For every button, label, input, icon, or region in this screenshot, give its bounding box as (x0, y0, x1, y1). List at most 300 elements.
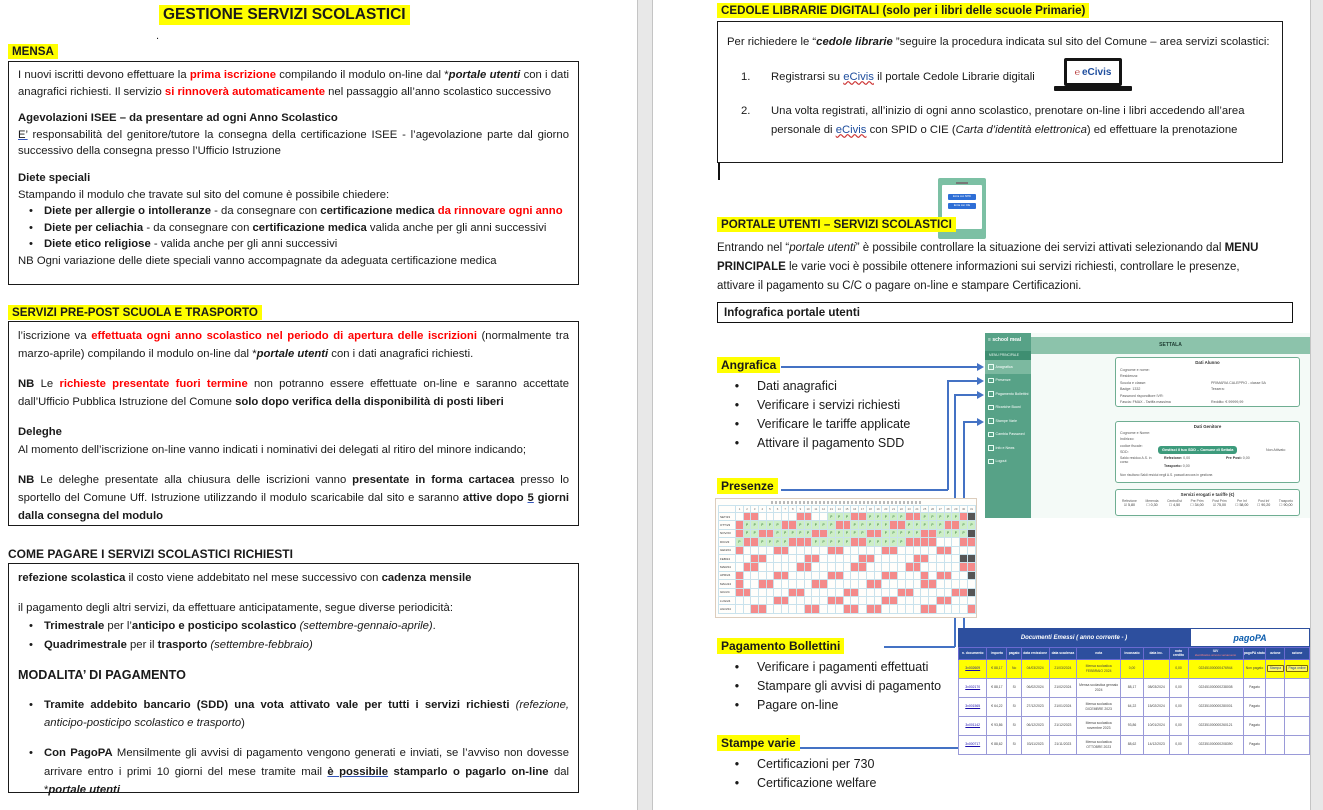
text-segment: giorni dalla consegna del modulo (18, 492, 570, 522)
calendar-day-cell: P (843, 529, 851, 537)
calendar-day-cell: P (827, 513, 835, 521)
portal-menu-item-presenze[interactable] (985, 374, 1031, 388)
calendar-day-cell (851, 513, 859, 521)
calendar-day-cell (913, 571, 921, 579)
pagare-box (8, 563, 579, 796)
refezione-paragraph (18, 569, 569, 587)
calendar-day-cell (751, 605, 759, 613)
label-presenze: Presenze (717, 478, 778, 494)
heading-mensa: MENSA (8, 44, 58, 59)
text-segment: Registrarsi su (771, 70, 844, 83)
calendar-day-cell (936, 546, 944, 554)
alunno-row: Fascia: FMAX - Tariffa massima Reddito: € 99999,99 (1120, 400, 1244, 405)
calendar-day-cell (797, 605, 805, 613)
ecivis-laptop-icon (1064, 58, 1122, 86)
menu-item-label: Stampe Varie (995, 418, 1018, 423)
ecivis-link[interactable]: eCivis (843, 70, 874, 83)
calendar-month-row: AGO/24 (719, 605, 976, 613)
checkbox-icon[interactable]: ☐ (1146, 502, 1151, 507)
calendar-day-cell (759, 596, 767, 604)
calendar-day-cell (736, 580, 744, 588)
calendar-day-cell (905, 571, 913, 579)
calendar-day-cell (890, 605, 898, 613)
text-segment: per il (126, 638, 158, 651)
saldo-label: Saldo residuo A.S. in corso (1120, 456, 1152, 465)
payments-cell: Mensa scolastica OTTOBRE 2023 (1077, 735, 1121, 754)
agevolazioni-paragraph (18, 127, 569, 160)
calendar-day-cell (766, 529, 774, 537)
item-number: 2. (741, 105, 751, 117)
calendar-day-cell: P (897, 513, 905, 521)
calendar-day-cell (835, 580, 843, 588)
text-segment: per l’ (104, 620, 132, 633)
bullet-dot: • (29, 238, 33, 251)
payments-cell: 21/11/2023 (1049, 735, 1077, 754)
calendar-day-cell (882, 596, 890, 604)
calendar-day-cell: P (874, 538, 882, 546)
calendar-day-cell: P (766, 538, 774, 546)
text-segment: Agevolazioni ISEE – da presentare ad ogni Anno Scolastico (18, 112, 338, 125)
saldo-item: Trasporto: 0,00 (1164, 463, 1190, 468)
anagrafica-list (717, 377, 977, 453)
portal-sidebar (985, 333, 1031, 518)
calendar-day-cell (968, 513, 976, 521)
document-link[interactable]: 3x002609 (965, 666, 981, 671)
calendar-day-cell (851, 571, 859, 579)
calendar-day-cell (874, 554, 882, 562)
text-segment: trasporto (157, 638, 208, 651)
dati-genitore-labels (1120, 430, 1150, 456)
calendar-day-cell (743, 513, 751, 521)
checkbox-icon[interactable]: ☐ (1279, 502, 1284, 507)
checkbox-icon[interactable]: ☐ (1235, 502, 1240, 507)
calendar-day-cell (882, 546, 890, 554)
menu-item-icon (988, 391, 994, 397)
calendar-day-header: 26 (929, 506, 937, 513)
calendar-day-cell (882, 571, 890, 579)
calendar-month-row: GIU/24 (719, 588, 976, 596)
text-segment: con i dati anagrafici richiesti. (328, 348, 474, 360)
calendar-day-cell (759, 546, 767, 554)
bullet-dot: • (734, 417, 740, 431)
calendar-day-cell: P (827, 529, 835, 537)
bullet-dot: • (734, 757, 740, 771)
calendar-day-cell (835, 546, 843, 554)
menu-item-label: Logout (995, 459, 1007, 464)
calendar-day-cell (843, 588, 851, 596)
calendar-day-cell (851, 596, 859, 604)
calendar-day-cell (929, 588, 937, 596)
calendar-day-cell: P (952, 529, 960, 537)
calendar-day-header: 20 (882, 506, 890, 513)
calendar-day-cell (859, 596, 867, 604)
title-dot: . (156, 30, 160, 42)
text-segment: Al momento dell’iscrizione on-line vanno indicati i nominativi dei delegati al ritiro del minore indicando; (18, 444, 526, 456)
calendar-day-cell: P (843, 513, 851, 521)
text-segment: effettuata ogni anno scolastico nel periodo di apertura delle iscrizioni (91, 330, 477, 342)
calendar-month-row: LUG/24 (719, 596, 976, 604)
calendar-day-cell (929, 596, 937, 604)
calendar-day-cell: P (766, 521, 774, 529)
text-segment: è possibile (327, 765, 389, 778)
arrowhead-stampe (977, 418, 984, 426)
text-segment: si rinnoverà automaticamente (164, 85, 326, 98)
calendar-day-cell (952, 571, 960, 579)
calendar-day-cell (866, 554, 874, 562)
login-title-bar (956, 182, 968, 184)
payments-cell (959, 716, 987, 735)
payments-cell: € 88,17 (987, 678, 1007, 697)
calendar-month-row: FEB/24 (719, 554, 976, 562)
payments-cell: € 64,22 (987, 697, 1007, 716)
payments-cell: Pagato (1243, 697, 1266, 716)
calendar-day-cell (882, 588, 890, 596)
text-segment: Per richiedere le “ (727, 36, 817, 48)
calendar-day-cell (789, 538, 797, 546)
diete-nb (18, 253, 569, 270)
calendar-day-cell (751, 571, 759, 579)
calendar-day-cell (781, 563, 789, 571)
calendar-day-cell (866, 596, 874, 604)
calendar-day-cell (843, 605, 851, 613)
text-segment: Carta d’identità elettronica (955, 123, 1087, 136)
calendar-day-cell (781, 596, 789, 604)
calendar-day-cell (936, 605, 944, 613)
text-segment: il portale Cedole Librarie digitali (873, 70, 1035, 83)
calendar-day-cell (929, 563, 937, 571)
payments-table (958, 647, 1310, 755)
text-segment: Diete speciali (18, 171, 91, 184)
paga-online-button[interactable]: Paga online (1286, 665, 1308, 671)
calendar-month-row: SET/23 P P P P P P P P P P P P P (719, 513, 976, 521)
bullet-dot: • (29, 221, 33, 234)
portal-menu-item-stampe-varie[interactable] (985, 414, 1031, 428)
text-segment: 5 (527, 492, 534, 504)
menu-item-icon (988, 445, 994, 451)
calendar-day-cell (968, 588, 976, 596)
calendar-day-cell (851, 588, 859, 596)
calendar-month-row: APR/24 (719, 571, 976, 579)
calendar-day-cell: P (929, 513, 937, 521)
calendar-day-header: 19 (874, 506, 882, 513)
calendar-day-cell (789, 580, 797, 588)
payments-cell: € 93,86 (987, 716, 1007, 735)
text-segment: da rinnovare ogni anno (437, 205, 563, 218)
calendar-day-cell (843, 596, 851, 604)
portal-logo (985, 333, 1031, 347)
menu-item-label: Cambia Password (995, 432, 1025, 437)
payments-cell: 88,17 (1121, 678, 1144, 697)
checkbox-icon[interactable]: ☐ (1168, 502, 1174, 507)
document-link[interactable]: 3x001142 (965, 723, 981, 728)
calendar-day-cell: P (797, 529, 805, 537)
calendar-day-cell (820, 571, 828, 579)
calendar-month-row: GEN/24 (719, 546, 976, 554)
calendar-day-cell (859, 588, 867, 596)
calendar-day-cell (859, 571, 867, 579)
calendar-day-cell: P (812, 538, 820, 546)
payments-cell (1266, 678, 1285, 697)
text-segment: Quadrimestrale (44, 638, 127, 651)
calendar-day-cell (921, 588, 929, 596)
saldo-item: Refezione: 0,00 (1164, 456, 1191, 460)
calendar-day-cell (820, 529, 828, 537)
calendar-day-cell (936, 596, 944, 604)
payments-row (959, 735, 1310, 754)
calendar-day-cell (960, 580, 968, 588)
calendar-day-cell (812, 605, 820, 613)
text-segment: NB Ogni variazione delle diete speciali vanno accompagnate da adeguata certificazione medica (18, 254, 497, 267)
calendar-day-header: 15 (843, 506, 851, 513)
portal-menu (985, 360, 1031, 468)
calendar-day-cell: P (944, 529, 952, 537)
text-segment: - da consegnare con (211, 205, 321, 218)
calendar-day-cell (843, 571, 851, 579)
text-segment: ”seguire la procedura indicata sul sito del Comune – area servizi scolastici: (892, 36, 1270, 48)
portal-menu-title: MENU PRINCIPALE (985, 351, 1031, 360)
portal-menu-item-ricariche-buoni[interactable] (985, 401, 1031, 415)
connector-presenze-h2 (947, 380, 977, 382)
calendar-day-cell (827, 546, 835, 554)
calendar-day-cell (851, 554, 859, 562)
calendar-day-cell (905, 554, 913, 562)
payments-column-header: n. documento (959, 648, 987, 660)
portal-logo-text: school meal (992, 337, 1022, 343)
stampa-button[interactable]: Stampa (1267, 665, 1283, 671)
text-segment: prima iscrizione (189, 69, 276, 81)
calendar-day-cell (804, 580, 812, 588)
bullet-item (18, 636, 569, 654)
calendar-day-cell (874, 546, 882, 554)
agevolazioni-heading (18, 110, 569, 127)
calendar-day-cell (921, 538, 929, 546)
checkbox-icon[interactable]: ☐ (1257, 502, 1262, 507)
calendar-month-row: MAR/24 (719, 563, 976, 571)
calendar-day-cell (890, 521, 898, 529)
payments-cell: 21/01/2024 (1049, 697, 1077, 716)
calendar-day-cell (905, 588, 913, 596)
calendar-day-cell: P (944, 513, 952, 521)
calendar-day-cell (751, 596, 759, 604)
calendar-day-cell (913, 580, 921, 588)
alunno-row: Residenza: (1120, 374, 1138, 379)
calendar-day-cell (897, 605, 905, 613)
calendar-day-cell (890, 563, 898, 571)
payments-cell: Pagato (1243, 678, 1266, 697)
calendar-day-cell: P (890, 513, 898, 521)
ecivis-link[interactable]: eCivis (835, 123, 867, 136)
text-segment: ” è possibile controllare la situazione dei servizi attivati selezionando dal (855, 242, 1225, 254)
calendar-day-cell (952, 546, 960, 554)
payments-cell: 08/03/2024 (1143, 678, 1169, 697)
calendar-day-cell (874, 596, 882, 604)
calendar-day-cell (751, 554, 759, 562)
label-anagrafica: Angrafica (717, 357, 780, 373)
payments-column-header: pagato (1007, 648, 1021, 660)
calendar-day-cell (797, 580, 805, 588)
calendar-day-cell (843, 521, 851, 529)
calendar-day-cell: P (804, 521, 812, 529)
calendar-day-cell (929, 529, 937, 537)
calendar-day-cell (913, 546, 921, 554)
payments-column-header: data inc. (1143, 648, 1169, 660)
calendar-day-cell (759, 588, 767, 596)
calendar-day-cell (944, 538, 952, 546)
cedole-box (717, 21, 1283, 163)
calendar-day-cell (890, 571, 898, 579)
calendar-day-cell (820, 563, 828, 571)
text-segment: E’ (18, 128, 28, 141)
calendar-day-cell (781, 580, 789, 588)
calendar-day-cell (851, 546, 859, 554)
calendar-day-cell (882, 554, 890, 562)
calendar-day-cell (936, 571, 944, 579)
calendar-day-cell (827, 605, 835, 613)
calendar-day-cell (921, 580, 929, 588)
text-segment: ) (241, 717, 245, 730)
deleghe-heading (18, 423, 569, 441)
calendar-day-cell (968, 563, 976, 571)
mensa-paragraph (18, 67, 569, 100)
calendar-day-cell: P (882, 529, 890, 537)
calendar-day-cell (859, 513, 867, 521)
calendar-day-cell: P (736, 538, 744, 546)
tariffe-card (1115, 489, 1300, 516)
calendar-day-cell (781, 521, 789, 529)
calendar-day-cell: P (781, 538, 789, 546)
portal-menu-item-anagrafica[interactable] (985, 360, 1031, 374)
calendar-day-cell (952, 588, 960, 596)
calendar-day-cell: P (781, 529, 789, 537)
calendar-day-cell (936, 580, 944, 588)
payments-cell: Non pagato (1243, 659, 1266, 678)
alunno-row: Badge: 1332 Tessera: (1120, 387, 1225, 392)
calendar-day-cell (766, 605, 774, 613)
calendar-day-header: 28 (944, 506, 952, 513)
calendar-day-cell (968, 554, 976, 562)
payments-cell: Mensa scolastica DICEMBRE 2023 (1077, 697, 1121, 716)
connector-stampe-h2 (963, 421, 977, 423)
payments-cell: 21/12/2023 (1049, 716, 1077, 735)
text-segment: le varie voci è possibile ottenere informazioni sui servizi richiesti, controllare le presenze, attivare il pagamento su C/C o pagare on-line e stampare Certificazioni. (717, 261, 1240, 292)
bullet-item (18, 696, 569, 732)
calendar-day-header: 13 (827, 506, 835, 513)
payments-cell (1143, 659, 1169, 678)
checkbox-checked-icon[interactable]: ☑ (1212, 502, 1218, 507)
calendar-day-cell (874, 571, 882, 579)
payments-cell: Pagato (1243, 735, 1266, 754)
login-spid-button[interactable]: Entra con SPID (948, 194, 976, 200)
calendar-day-cell: P (866, 513, 874, 521)
calendar-day-cell (882, 605, 890, 613)
text-segment: dal * (44, 765, 570, 796)
document-link[interactable]: 3x002170 (965, 685, 981, 690)
text-segment: (settembre-gennaio-aprile) (299, 620, 433, 633)
payments-cell: Mensa scolastica gennaio 2024 (1077, 678, 1121, 697)
calendar-day-cell (960, 563, 968, 571)
payments-column-header: data emissione (1021, 648, 1049, 660)
calendar-day-cell (781, 571, 789, 579)
calendar-day-cell (804, 605, 812, 613)
payments-cell: 15/02/2024 (1143, 697, 1169, 716)
calendar-day-cell (882, 563, 890, 571)
calendar-day-cell (929, 554, 937, 562)
payments-cell: 64,22 (1121, 697, 1144, 716)
calendar-day-cell: P (820, 521, 828, 529)
calendar-day-cell (827, 580, 835, 588)
calendar-day-cell (804, 538, 812, 546)
calendar-day-cell (743, 596, 751, 604)
calendar-day-header: 22 (897, 506, 905, 513)
calendar-day-header: 4 (759, 506, 767, 513)
portal-screenshot (985, 333, 1310, 518)
text-segment: portale utenti (789, 242, 856, 254)
calendar-day-cell (820, 605, 828, 613)
payments-row (959, 697, 1310, 716)
menu-item-icon (988, 418, 994, 424)
checkbox-icon[interactable]: ☐ (1190, 502, 1195, 507)
calendar-day-cell: P (804, 529, 812, 537)
alunno-row: Scuola e classe: PRIMARIA CALEPPIO - classe 5A (1120, 380, 1266, 385)
arrowhead-pagamento (977, 391, 984, 399)
dati-genitore-title: Dati Genitore (1193, 424, 1222, 429)
document-link[interactable]: 3x001565 (965, 704, 981, 709)
calendar-day-cell (781, 554, 789, 562)
cedole-paragraph (727, 33, 1273, 52)
calendar-day-cell (827, 588, 835, 596)
document-link[interactable]: 3x000717 (965, 742, 981, 747)
calendar-day-cell (774, 580, 782, 588)
tariffe-row (1120, 499, 1295, 507)
text-segment: Trimestrale (44, 620, 105, 633)
calendar-day-cell: P (936, 521, 944, 529)
calendar-day-cell (929, 580, 937, 588)
portal-menu-item-info-e-news[interactable] (985, 441, 1031, 455)
payments-screenshot (958, 628, 1310, 758)
payments-cell (959, 659, 987, 678)
calendar-day-cell (766, 588, 774, 596)
payments-cell: 0,00 (1169, 735, 1188, 754)
portal-menu-item-logout[interactable] (985, 455, 1031, 469)
calendar-day-cell (866, 580, 874, 588)
alunno-row: Cognome e nome: (1120, 367, 1150, 372)
calendar-day-cell (944, 596, 952, 604)
payments-cell (1285, 735, 1310, 754)
infografica-label-box: Infografica portale utenti (717, 302, 1293, 323)
page-title: GESTIONE SERVIZI SCOLASTICI (159, 5, 410, 25)
calendar-day-cell: P (835, 538, 843, 546)
text-segment: (normalmente tra marzo-aprile) compilando il modulo on-line dal * (18, 330, 569, 360)
checkbox-checked-icon[interactable]: ☑ (1123, 502, 1129, 507)
calendar-day-cell (843, 554, 851, 562)
hamburger-icon[interactable]: ≡ (988, 337, 991, 343)
portal-menu-item-pagamento-bollettini[interactable] (985, 387, 1031, 401)
text-segment: Una volta registrati, all’inizio di ogni anno scolastico, prenotare on-line i libri accedendo all’area personale di (771, 105, 1245, 136)
sdd-manage-button[interactable]: Gestisci il tuo SDD – Comune di Settala (1158, 446, 1237, 454)
text-segment: Stampando il modulo che travate sul sito del comune è possibile chiedere: (18, 188, 390, 201)
calendar-day-cell (843, 546, 851, 554)
calendar-day-cell (789, 588, 797, 596)
connector-stampe-h (800, 747, 964, 749)
login-cie-button[interactable]: Entra con CIE (948, 203, 976, 209)
portal-menu-item-cambia-password[interactable] (985, 428, 1031, 442)
calendar-day-header: 14 (835, 506, 843, 513)
calendar-day-cell (751, 580, 759, 588)
payments-cell: 88,62 (1121, 735, 1144, 754)
calendar-day-cell (781, 588, 789, 596)
calendar-day-cell: P (743, 529, 751, 537)
calendar-day-cell (759, 563, 767, 571)
